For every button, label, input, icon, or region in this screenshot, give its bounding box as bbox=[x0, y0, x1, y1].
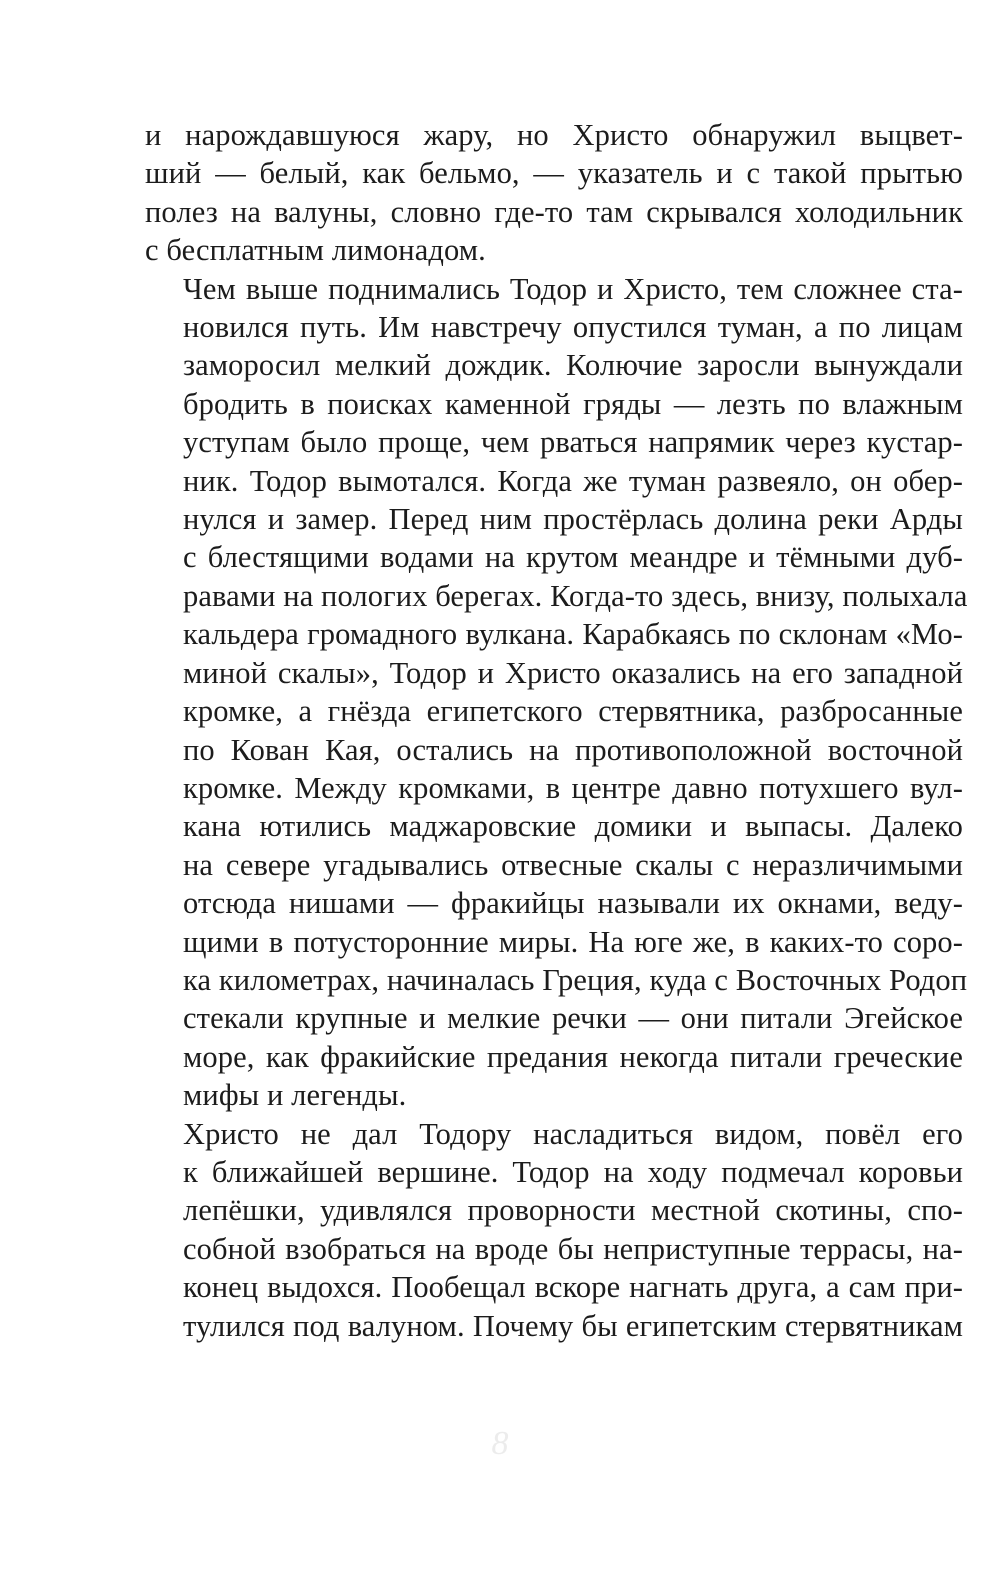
text-line: уступам было проще, чем рваться напрямик через кустар- bbox=[183, 425, 963, 460]
text-line: собной взобраться на вроде бы неприступные террасы, на- bbox=[183, 1231, 963, 1266]
text-line: кальдера громадного вулкана. Карабкаясь по склонам «Мо- bbox=[183, 617, 963, 652]
text-line: ка километрах, начиналась Греция, куда с Восточных Родоп bbox=[183, 962, 968, 997]
text-line: к ближайшей вершине. Тодор на ходу подмечал коровьи bbox=[183, 1154, 963, 1189]
text-line: миной скалы», Тодор и Христо оказались на его западной bbox=[183, 655, 963, 690]
text-line: и нарождавшуюся жару, но Христо обнаружил выцвет- bbox=[145, 118, 963, 152]
text-line: тулился под валуном. Почему бы египетским стервятникам bbox=[183, 1308, 963, 1343]
paragraph bbox=[145, 116, 963, 270]
paragraph bbox=[145, 1115, 963, 1345]
text-line: кромке. Между кромками, в центре давно потухшего вул- bbox=[183, 770, 963, 805]
paragraph bbox=[145, 270, 968, 1115]
text-line: ший — белый, как бельмо, — указатель и с такой прытью bbox=[145, 156, 963, 191]
text-line: на севере угадывались отвесные скалы с неразличимыми bbox=[183, 847, 963, 882]
text-line: равами на пологих берегах. Когда-то здесь, внизу, полыхала bbox=[183, 578, 968, 613]
text-line: кана ютились маджаровские домики и выпасы. Далеко bbox=[183, 809, 963, 844]
text-line: с бесплатным лимонадом. bbox=[145, 233, 486, 268]
text-line: с блестящими водами на крутом меандре и тёмными дуб- bbox=[183, 540, 963, 575]
text-line: бродить в поисках каменной гряды — лезть по влажным bbox=[183, 386, 963, 421]
text-line: ник. Тодор вымотался. Когда же туман развеяло, он обер- bbox=[183, 463, 963, 498]
text-line: щими в потусторонние миры. На юге же, в каких-то соро- bbox=[183, 924, 963, 959]
text-line: заморосил мелкий дождик. Колючие заросли вынуждали bbox=[183, 348, 963, 383]
text-line: нулся и замер. Перед ним простёрлась долина реки Арды bbox=[183, 502, 963, 537]
text-line: отсюда нишами — фракийцы называли их окнами, веду- bbox=[183, 886, 963, 921]
text-line: стекали крупные и мелкие речки — они питали Эгейское bbox=[183, 1001, 963, 1036]
text-line: новился путь. Им навстречу опустился туман, а по лицам bbox=[183, 310, 963, 345]
text-line: лепёшки, удивлялся проворности местной скотины, спо- bbox=[183, 1193, 963, 1228]
text-line: по Кован Кая, остались на противоположной восточной bbox=[183, 732, 963, 767]
text-line: полез на валуны, словно где-то там скрывался холодильник bbox=[145, 194, 963, 229]
page-number: 8 bbox=[491, 1425, 509, 1462]
text-line: Чем выше поднимались Тодор и Христо, тем сложнее ста- bbox=[183, 271, 963, 306]
text-line: Христо не дал Тодору насладиться видом, повёл его bbox=[183, 1116, 963, 1151]
text-line: конец выдохся. Пообещал вскоре нагнать друга, а сам при- bbox=[183, 1270, 963, 1305]
text-line: мифы и легенды. bbox=[183, 1078, 407, 1113]
text-line: море, как фракийские предания некогда питали греческие bbox=[183, 1039, 963, 1074]
text-line: кромке, а гнёзда египетского стервятника, разбросанные bbox=[183, 694, 963, 729]
body-text bbox=[145, 116, 968, 1345]
